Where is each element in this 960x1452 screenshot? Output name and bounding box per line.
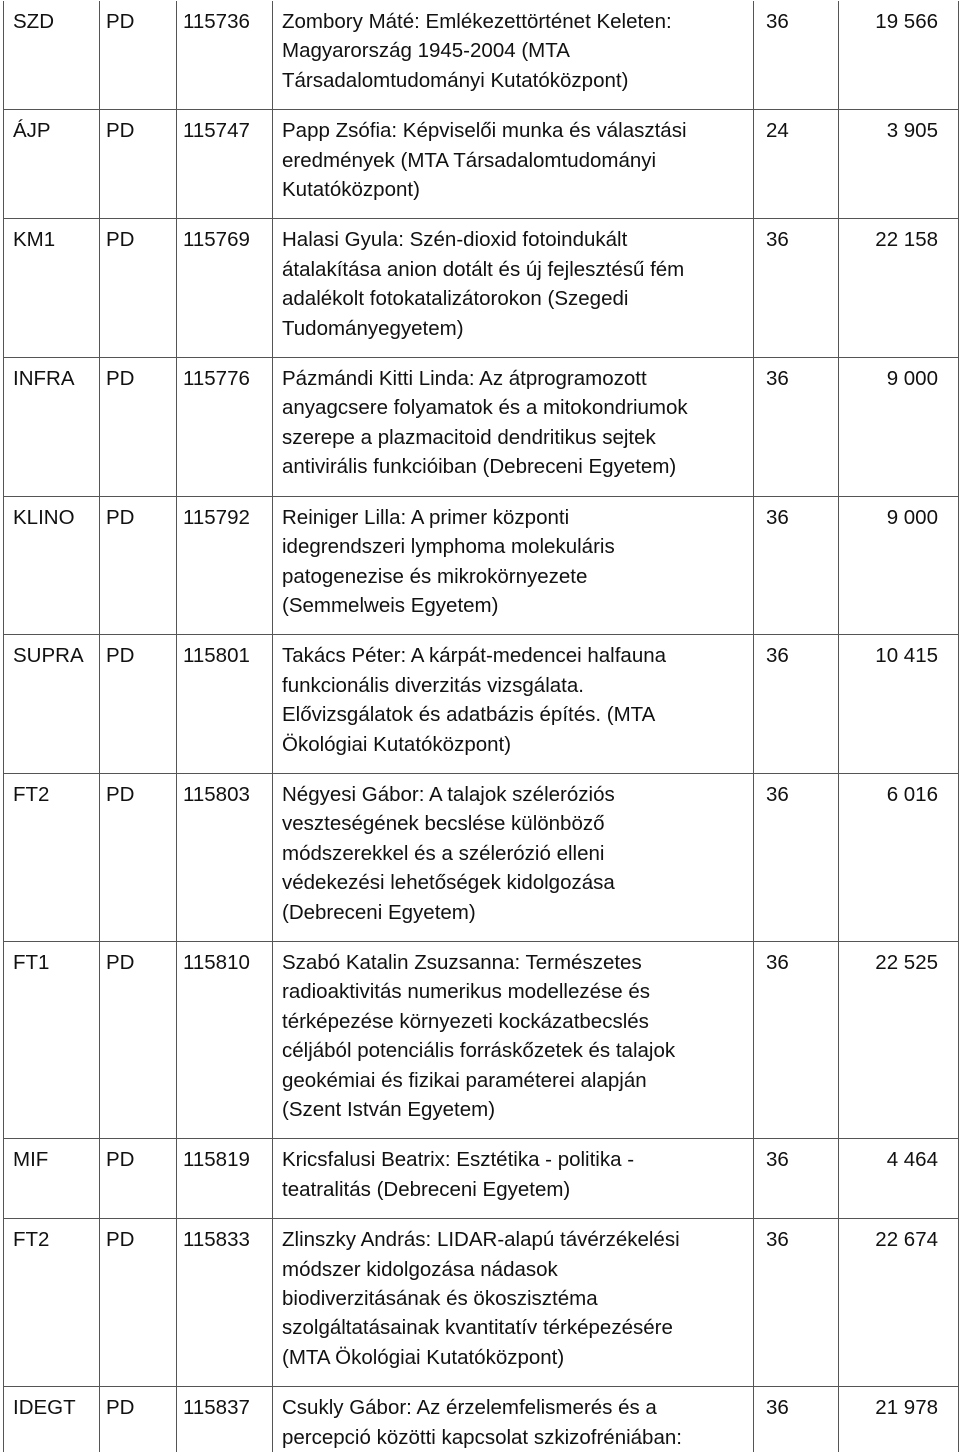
panel-code: INFRA [4,358,100,497]
grant-type: PD [100,1,177,110]
grant-title [273,1,754,110]
title-line: védekezési lehetőségek kidolgozása [282,871,615,895]
title-line: szolgáltatásainak kvantitatív térképezésére [282,1316,673,1340]
grant-id: 115776 [177,358,273,497]
grant-type: PD [100,219,177,358]
title-line: módszer kidolgozása nádasok [282,1257,558,1281]
title-line: idegrendszeri lymphoma molekuláris [282,535,615,559]
grant-amount: 22 158 [839,219,959,358]
grant-title [273,1219,754,1387]
table-row [4,773,959,941]
grant-id: 115801 [177,635,273,774]
title-line: Pázmándi Kitti Linda: Az átprogramozott [282,367,647,391]
panel-code: MIF [4,1139,100,1219]
grant-type: PD [100,635,177,774]
title-line: eredmények (MTA Társadalomtudományi [282,148,657,172]
grant-type: PD [100,110,177,219]
grant-title [273,358,754,497]
grant-type: PD [100,1387,177,1452]
title-line: Elővizsgálatok és adatbázis építés. (MTA [282,703,656,727]
table-row [4,110,959,219]
title-line: Zlinszky András: LIDAR-alapú távérzékelési [282,1228,680,1252]
table-row [4,496,959,635]
grant-amount: 6 016 [839,773,959,941]
grant-id: 115819 [177,1139,273,1219]
title-line: Társadalomtudományi Kutatóközpont) [282,68,629,92]
title-line: percepció közötti kapcsolat szkizofréniában: [282,1425,682,1449]
title-line: teatralitás (Debreceni Egyetem) [282,1177,571,1201]
grant-title [273,1387,754,1452]
title-line: Magyarország 1945-2004 (MTA [282,39,570,63]
panel-code: IDEGT [4,1387,100,1452]
table-row [4,1387,959,1452]
grant-id: 115792 [177,496,273,635]
grant-id: 115803 [177,773,273,941]
title-line: (Debreceni Egyetem) [282,900,476,924]
panel-code: FT1 [4,941,100,1138]
title-line: (Szent István Egyetem) [282,1098,496,1121]
panel-code: SUPRA [4,635,100,774]
duration-months: 36 [754,1139,839,1219]
title-line: céljából potenciális forráskőzetek és talajok [282,1039,676,1063]
title-line: Szabó Katalin Zsuzsanna: Természetes [282,950,642,974]
duration-months: 36 [754,941,839,1138]
title-line: Kricsfalusi Beatrix: Esztétika - politika - [282,1148,635,1172]
duration-months: 36 [754,1,839,110]
title-line: radioaktivitás numerikus modellezése és [282,980,651,1004]
panel-code: ÁJP [4,110,100,219]
grant-title [273,1139,754,1219]
duration-months: 24 [754,110,839,219]
duration-months: 36 [754,1219,839,1387]
table-row [4,1219,959,1387]
grant-amount: 9 000 [839,358,959,497]
grant-amount: 9 000 [839,496,959,635]
title-line: (Semmelweis Egyetem) [282,593,499,617]
title-line: Csukly Gábor: Az érzelemfelismerés és a [282,1396,657,1420]
grant-title [273,773,754,941]
grant-amount: 22 525 [839,941,959,1138]
grant-title [273,110,754,219]
table-body [4,1,959,1452]
title-line: Ökológiai Kutatóközpont) [282,732,512,756]
title-line: anyagcsere folyamatok és a mitokondriumok [282,396,688,420]
grant-type: PD [100,941,177,1138]
title-line: Zombory Máté: Emlékezettörténet Keleten: [282,10,672,33]
grant-title [273,941,754,1138]
grant-type: PD [100,358,177,497]
table-row [4,941,959,1138]
grant-type: PD [100,1139,177,1219]
title-line: Reiniger Lilla: A primer központi [282,505,570,529]
grant-id: 115837 [177,1387,273,1452]
title-line: funkcionális diverzitás vizsgálata. [282,673,584,697]
title-line: Tudományegyetem) [282,316,464,340]
grant-title [273,635,754,774]
grant-title [273,496,754,635]
duration-months: 36 [754,635,839,774]
duration-months: 36 [754,773,839,941]
table-row [4,219,959,358]
duration-months: 36 [754,1387,839,1452]
grant-amount: 4 464 [839,1139,959,1219]
grant-id: 115833 [177,1219,273,1387]
title-line: (MTA Ökológiai Kutatóközpont) [282,1345,565,1369]
title-line: adalékolt fotokatalizátorokon (Szegedi [282,287,629,311]
grant-type: PD [100,773,177,941]
title-line: módszerekkel és a szélerózió elleni [282,841,605,865]
grant-id: 115769 [177,219,273,358]
grant-title [273,219,754,358]
panel-code: KLINO [4,496,100,635]
duration-months: 36 [754,496,839,635]
title-line: patogenezise és mikrokörnyezete [282,564,588,588]
title-line: Halasi Gyula: Szén-dioxid fotoindukált [282,228,628,252]
panel-code: FT2 [4,1219,100,1387]
title-line: Takács Péter: A kárpát-medencei halfauna [282,644,667,668]
panel-code: KM1 [4,219,100,358]
title-line: Négyesi Gábor: A talajok széleróziós [282,782,615,806]
grant-id: 115810 [177,941,273,1138]
table-row [4,635,959,774]
duration-months: 36 [754,219,839,358]
grant-amount: 10 415 [839,635,959,774]
table-row [4,1139,959,1219]
title-line: átalakítása anion dotált és új fejlesztésű fém [282,257,685,281]
grant-amount: 22 674 [839,1219,959,1387]
table-row [4,1,959,110]
panel-code: SZD [4,1,100,110]
grant-table [3,1,959,1452]
title-line: antivirális funkcióiban (Debreceni Egyetem) [282,455,677,479]
grant-amount: 19 566 [839,1,959,110]
title-line: Kutatóközpont) [282,178,420,202]
title-line: biodiverzitásának és ökoszisztéma [282,1287,598,1311]
title-line: Papp Zsófia: Képviselői munka és választási [282,119,687,143]
grant-id: 115747 [177,110,273,219]
grant-amount: 3 905 [839,110,959,219]
duration-months: 36 [754,358,839,497]
grant-id: 115736 [177,1,273,110]
grant-amount: 21 978 [839,1387,959,1452]
grant-type: PD [100,1219,177,1387]
table-row [4,358,959,497]
title-line: szerepe a plazmacitoid dendritikus sejtek [282,425,656,449]
grant-type: PD [100,496,177,635]
title-line: veszteségének becslése különböző [282,812,605,836]
title-line: geokémiai és fizikai paraméterei alapján [282,1068,647,1092]
panel-code: FT2 [4,773,100,941]
title-line: térképezése környezeti kockázatbecslés [282,1009,649,1033]
